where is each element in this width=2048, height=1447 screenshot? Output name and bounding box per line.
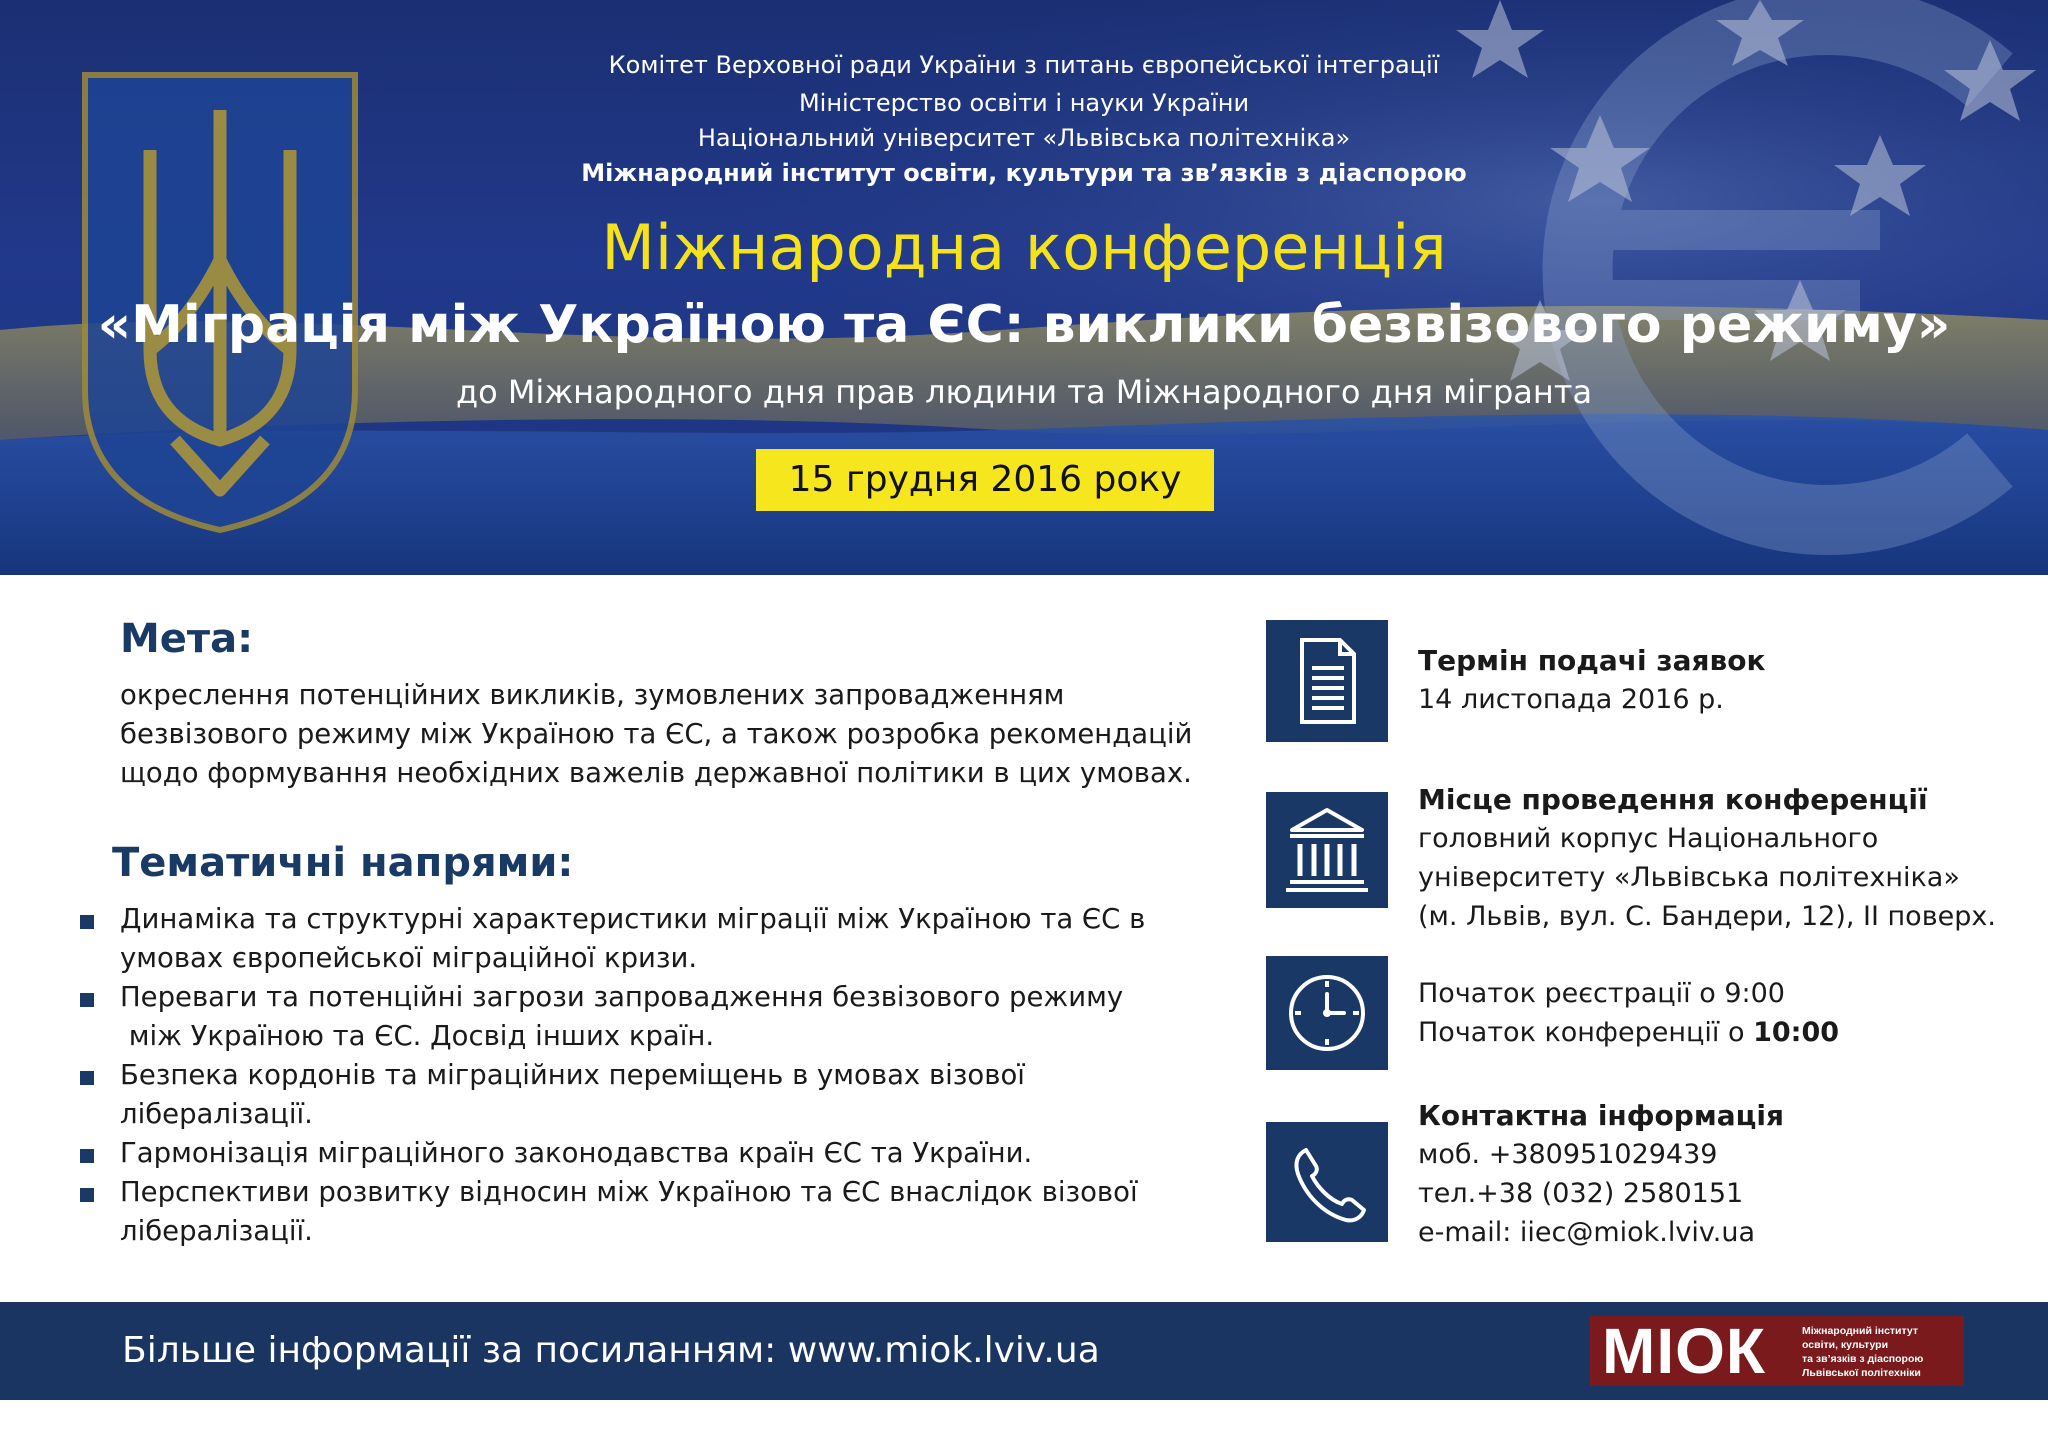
venue-line: університету «Львівська політехніка» (1418, 862, 1960, 893)
org-line-institute: Міжнародний інститут освіти, культури та зв’язків з діаспорою (581, 159, 1467, 187)
goal-line: безвізового режиму між Україною та ЄС, а також розробка рекомендацій (120, 718, 1193, 750)
org-line-university: Національний університет «Львівська політехніка» (697, 124, 1351, 152)
topic-line: Динаміка та структурні характеристики міграції між Україною та ЄС в (120, 903, 1146, 935)
bullet-square-icon (80, 993, 94, 1007)
conference-name: «Міграція між Україною та ЄС: виклики безвізового режиму» (97, 295, 1951, 355)
list-item (78, 1173, 1178, 1251)
topic-line: Гармонізація міграційного законодавства країн ЄС та України. (120, 1137, 1033, 1169)
header-text (0, 0, 2048, 575)
deadline-block (1418, 641, 2018, 719)
miok-logo (1590, 1316, 1964, 1386)
topic-line: Перспективи розвитку відносин між Україною та ЄС внаслідок візової (120, 1176, 1138, 1208)
logo-line: Міжнародний інститут (1802, 1325, 1919, 1337)
venue-line: (м. Львів, вул. С. Бандери, 12), ІІ поверх. (1418, 901, 1996, 932)
topic-line: між Україною та ЄС. Досвід інших країн. (120, 1020, 715, 1052)
topic-line: Переваги та потенційні загрози запровадження безвізового режиму (120, 981, 1124, 1013)
list-item (78, 1056, 1178, 1134)
topic-line: Безпека кордонів та міграційних переміщень в умовах візової (120, 1059, 1025, 1091)
conference-date: 15 грудня 2016 року (756, 449, 1214, 511)
topics-heading: Тематичні напрями: (112, 840, 574, 886)
building-icon (1266, 792, 1388, 908)
conference-start (1418, 1013, 2018, 1052)
deadline-date: 14 листопада 2016 р. (1418, 684, 1724, 715)
topic-line: лібералізації. (120, 1098, 313, 1130)
contact-phone: тел.+38 (032) 2580151 (1418, 1178, 1744, 1209)
logo-line: Львівської політехніки (1802, 1367, 1921, 1379)
conference-start-time: 10:00 (1753, 1017, 1840, 1048)
phone-icon (1266, 1122, 1388, 1242)
contact-mobile: моб. +380951029439 (1418, 1139, 1718, 1170)
goal-line: щодо формування необхідних важелів державної політики в цих умовах. (120, 757, 1192, 789)
bullet-square-icon (80, 915, 94, 929)
contact-block (1418, 1096, 2018, 1252)
goal-heading: Мета: (120, 616, 254, 662)
clock-icon (1266, 956, 1388, 1070)
list-item (78, 900, 1178, 978)
list-item (78, 978, 1178, 1056)
topic-line: умовах європейської міграційної кризи. (120, 942, 698, 974)
bullet-square-icon (80, 1071, 94, 1085)
goal-text (120, 676, 1220, 793)
document-icon (1266, 620, 1388, 742)
contact-email[interactable]: e-mail: iiec@miok.lviv.ua (1418, 1217, 1755, 1248)
topic-line: лібералізації. (120, 1215, 313, 1247)
venue-line: головний корпус Національного (1418, 823, 1879, 854)
footer-link-text[interactable]: Більше інформації за посиланням: www.miok.lviv.ua (122, 1330, 1100, 1371)
bullet-square-icon (80, 1188, 94, 1202)
conference-start-label: Початок конференції о (1418, 1017, 1754, 1048)
schedule-block (1418, 974, 2018, 1052)
org-line-ministry: Міністерство освіти і науки України (798, 89, 1250, 117)
org-line-committee: Комітет Верховної ради України з питань європейської інтеграції (608, 51, 1440, 79)
venue-block (1418, 780, 2018, 936)
topics-list (78, 900, 1178, 1251)
registration-time: Початок реєстрації о 9:00 (1418, 978, 1785, 1009)
bullet-square-icon (80, 1149, 94, 1163)
logo-subtitle (1802, 1324, 1962, 1380)
venue-title: Місце проведення конференції (1418, 783, 1928, 816)
header-banner (0, 0, 2048, 575)
logo-word: МІОК (1602, 1315, 1766, 1387)
conference-title: Міжнародна конференція (601, 211, 1447, 284)
conference-subtitle: до Міжнародного дня прав людини та Міжнародного дня мігранта (455, 373, 1593, 411)
deadline-title: Термін подачі заявок (1418, 644, 1766, 677)
contact-title: Контактна інформація (1418, 1099, 1784, 1132)
goal-line: окреслення потенційних викликів, зумовлених запровадженням (120, 679, 1065, 711)
footer-bar (0, 1302, 2048, 1400)
list-item (78, 1134, 1178, 1173)
logo-line: та зв’язків з діаспорою (1802, 1353, 1924, 1365)
logo-line: освіти, культури (1802, 1339, 1889, 1351)
